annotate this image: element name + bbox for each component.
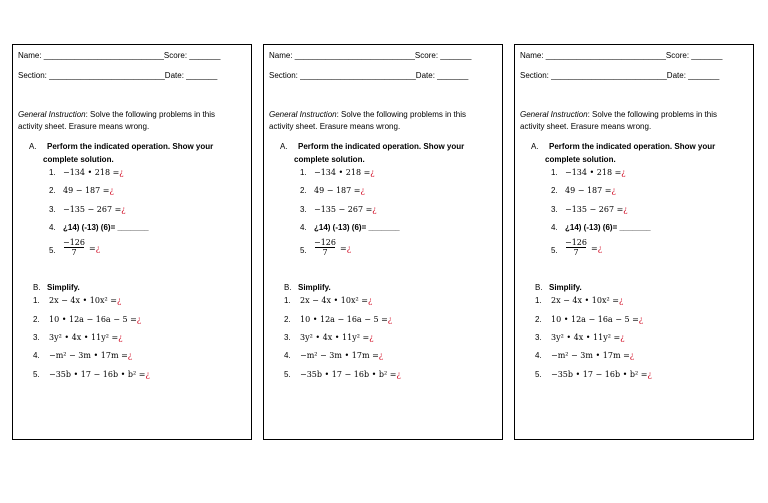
part-a-item-number: 4. <box>300 223 307 232</box>
part-b-item-expression: 3y² • 4x • 11y² =¿ <box>551 333 625 342</box>
name-score-row: Name: ___________________________Score: _______ <box>269 51 472 60</box>
part-b-item-number: 5. <box>535 370 542 379</box>
part-b-item-expression: −35b • 17 − 16b • b² =¿ <box>551 370 652 379</box>
activity-sheet-card <box>263 44 503 440</box>
part-a-title-line1: Perform the indicated operation. Show your <box>298 142 465 151</box>
section-date-row: Section: __________________________Date: _______ <box>18 71 218 80</box>
part-a-item-expression: 49 − 187 =¿ <box>63 186 114 195</box>
part-b-item-expression: 10 • 12a − 16a − 5 =¿ <box>49 315 142 324</box>
general-instruction-line2: activity sheet. Erasure means wrong. <box>18 122 150 131</box>
general-instruction-label: General Instruction <box>269 110 337 119</box>
part-b-item-number: 4. <box>535 351 542 360</box>
part-b-item-expression: −m² − 3m • 17m =¿ <box>551 351 635 360</box>
part-a-title-line2: complete solution. <box>43 155 114 164</box>
part-a-item-expression: =¿ <box>591 244 602 253</box>
part-a-item-number: 3. <box>49 205 56 214</box>
part-a-item-expression: −134 • 218 =¿ <box>314 168 375 177</box>
part-a-item-expression: −134 • 218 =¿ <box>63 168 124 177</box>
part-a-title-line2: complete solution. <box>294 155 365 164</box>
name-score-row: Name: ___________________________Score: _______ <box>18 51 221 60</box>
part-b-item-expression: −35b • 17 − 16b • b² =¿ <box>300 370 401 379</box>
part-a-marker: A. <box>280 142 288 151</box>
part-b-item-expression: 2x − 4x • 10x² =¿ <box>551 296 624 305</box>
part-b-item-number: 1. <box>33 296 40 305</box>
part-a-item-expression: 49 − 187 =¿ <box>565 186 616 195</box>
part-b-item-number: 2. <box>535 315 542 324</box>
general-instruction-text: : Solve the following problems in this <box>85 110 215 119</box>
part-a-item-expression: −135 − 267 =¿ <box>565 205 628 214</box>
part-b-item-number: 4. <box>284 351 291 360</box>
part-b-item-number: 1. <box>535 296 542 305</box>
part-b-item-expression: 3y² • 4x • 11y² =¿ <box>300 333 374 342</box>
part-a-title-line1: Perform the indicated operation. Show your <box>47 142 214 151</box>
part-a-item-number: 5. <box>49 246 56 255</box>
part-b-item-expression: −35b • 17 − 16b • b² =¿ <box>49 370 150 379</box>
general-instruction-text: : Solve the following problems in this <box>336 110 466 119</box>
section-date-row: Section: __________________________Date: _______ <box>269 71 469 80</box>
fraction-numerator: −126 <box>565 238 587 247</box>
part-b-item-expression: 10 • 12a − 16a − 5 =¿ <box>551 315 644 324</box>
part-b-item-expression: 10 • 12a − 16a − 5 =¿ <box>300 315 393 324</box>
part-b-item-number: 2. <box>33 315 40 324</box>
part-b-item-expression: −m² − 3m • 17m =¿ <box>300 351 384 360</box>
general-instruction-line1 <box>520 110 717 120</box>
part-b-title: Simplify. <box>47 283 80 292</box>
part-b-item-expression: 3y² • 4x • 11y² =¿ <box>49 333 123 342</box>
fraction-denominator: 7 <box>71 248 77 257</box>
part-a-item-expression: ¿14) (-13) (6)= _______ <box>565 223 651 232</box>
name-score-row: Name: ___________________________Score: _______ <box>520 51 723 60</box>
section-date-row: Section: __________________________Date: _______ <box>520 71 720 80</box>
part-b-marker: B. <box>33 283 41 292</box>
part-a-item-number: 2. <box>49 186 56 195</box>
part-a-item-expression: −134 • 218 =¿ <box>565 168 626 177</box>
part-b-item-number: 2. <box>284 315 291 324</box>
part-a-item-number: 2. <box>300 186 307 195</box>
part-a-item-number: 5. <box>300 246 307 255</box>
part-a-item-expression: 49 − 187 =¿ <box>314 186 365 195</box>
part-b-item-number: 3. <box>33 333 40 342</box>
part-b-item-number: 3. <box>535 333 542 342</box>
general-instruction-line2: activity sheet. Erasure means wrong. <box>520 122 652 131</box>
fraction <box>61 238 87 257</box>
part-a-item-expression: ¿14) (-13) (6)= _______ <box>63 223 149 232</box>
fraction <box>312 238 338 257</box>
general-instruction-line1 <box>269 110 466 120</box>
part-a-marker: A. <box>531 142 539 151</box>
part-a-item-expression: −135 − 267 =¿ <box>314 205 377 214</box>
part-b-item-expression: 2x − 4x • 10x² =¿ <box>300 296 373 305</box>
fraction <box>563 238 589 257</box>
part-a-item-number: 4. <box>551 223 558 232</box>
part-b-item-number: 4. <box>33 351 40 360</box>
fraction-numerator: −126 <box>314 238 336 247</box>
part-a-marker: A. <box>29 142 37 151</box>
part-a-item-expression: −135 − 267 =¿ <box>63 205 126 214</box>
general-instruction-line1 <box>18 110 215 120</box>
part-b-marker: B. <box>284 283 292 292</box>
part-a-item-number: 1. <box>551 168 558 177</box>
part-a-item-number: 5. <box>551 246 558 255</box>
part-a-item-expression: =¿ <box>89 244 100 253</box>
part-a-title-line1: Perform the indicated operation. Show your <box>549 142 716 151</box>
fraction-denominator: 7 <box>322 248 328 257</box>
part-b-item-expression: 2x − 4x • 10x² =¿ <box>49 296 122 305</box>
general-instruction-line2: activity sheet. Erasure means wrong. <box>269 122 401 131</box>
part-a-item-number: 1. <box>49 168 56 177</box>
fraction-denominator: 7 <box>573 248 579 257</box>
part-b-item-number: 1. <box>284 296 291 305</box>
part-a-item-number: 2. <box>551 186 558 195</box>
fraction-numerator: −126 <box>63 238 85 247</box>
part-b-item-number: 5. <box>33 370 40 379</box>
part-a-item-number: 3. <box>551 205 558 214</box>
general-instruction-label: General Instruction <box>520 110 588 119</box>
part-a-item-number: 1. <box>300 168 307 177</box>
part-a-title-line2: complete solution. <box>545 155 616 164</box>
part-a-item-number: 3. <box>300 205 307 214</box>
part-a-item-number: 4. <box>49 223 56 232</box>
part-b-item-expression: −m² − 3m • 17m =¿ <box>49 351 133 360</box>
part-a-item-expression: =¿ <box>340 244 351 253</box>
part-b-title: Simplify. <box>549 283 582 292</box>
part-a-item-expression: ¿14) (-13) (6)= _______ <box>314 223 400 232</box>
activity-sheet-card <box>12 44 252 440</box>
general-instruction-label: General Instruction <box>18 110 86 119</box>
part-b-marker: B. <box>535 283 543 292</box>
general-instruction-text: : Solve the following problems in this <box>587 110 717 119</box>
part-b-item-number: 3. <box>284 333 291 342</box>
activity-sheet-card <box>514 44 754 440</box>
part-b-item-number: 5. <box>284 370 291 379</box>
part-b-title: Simplify. <box>298 283 331 292</box>
